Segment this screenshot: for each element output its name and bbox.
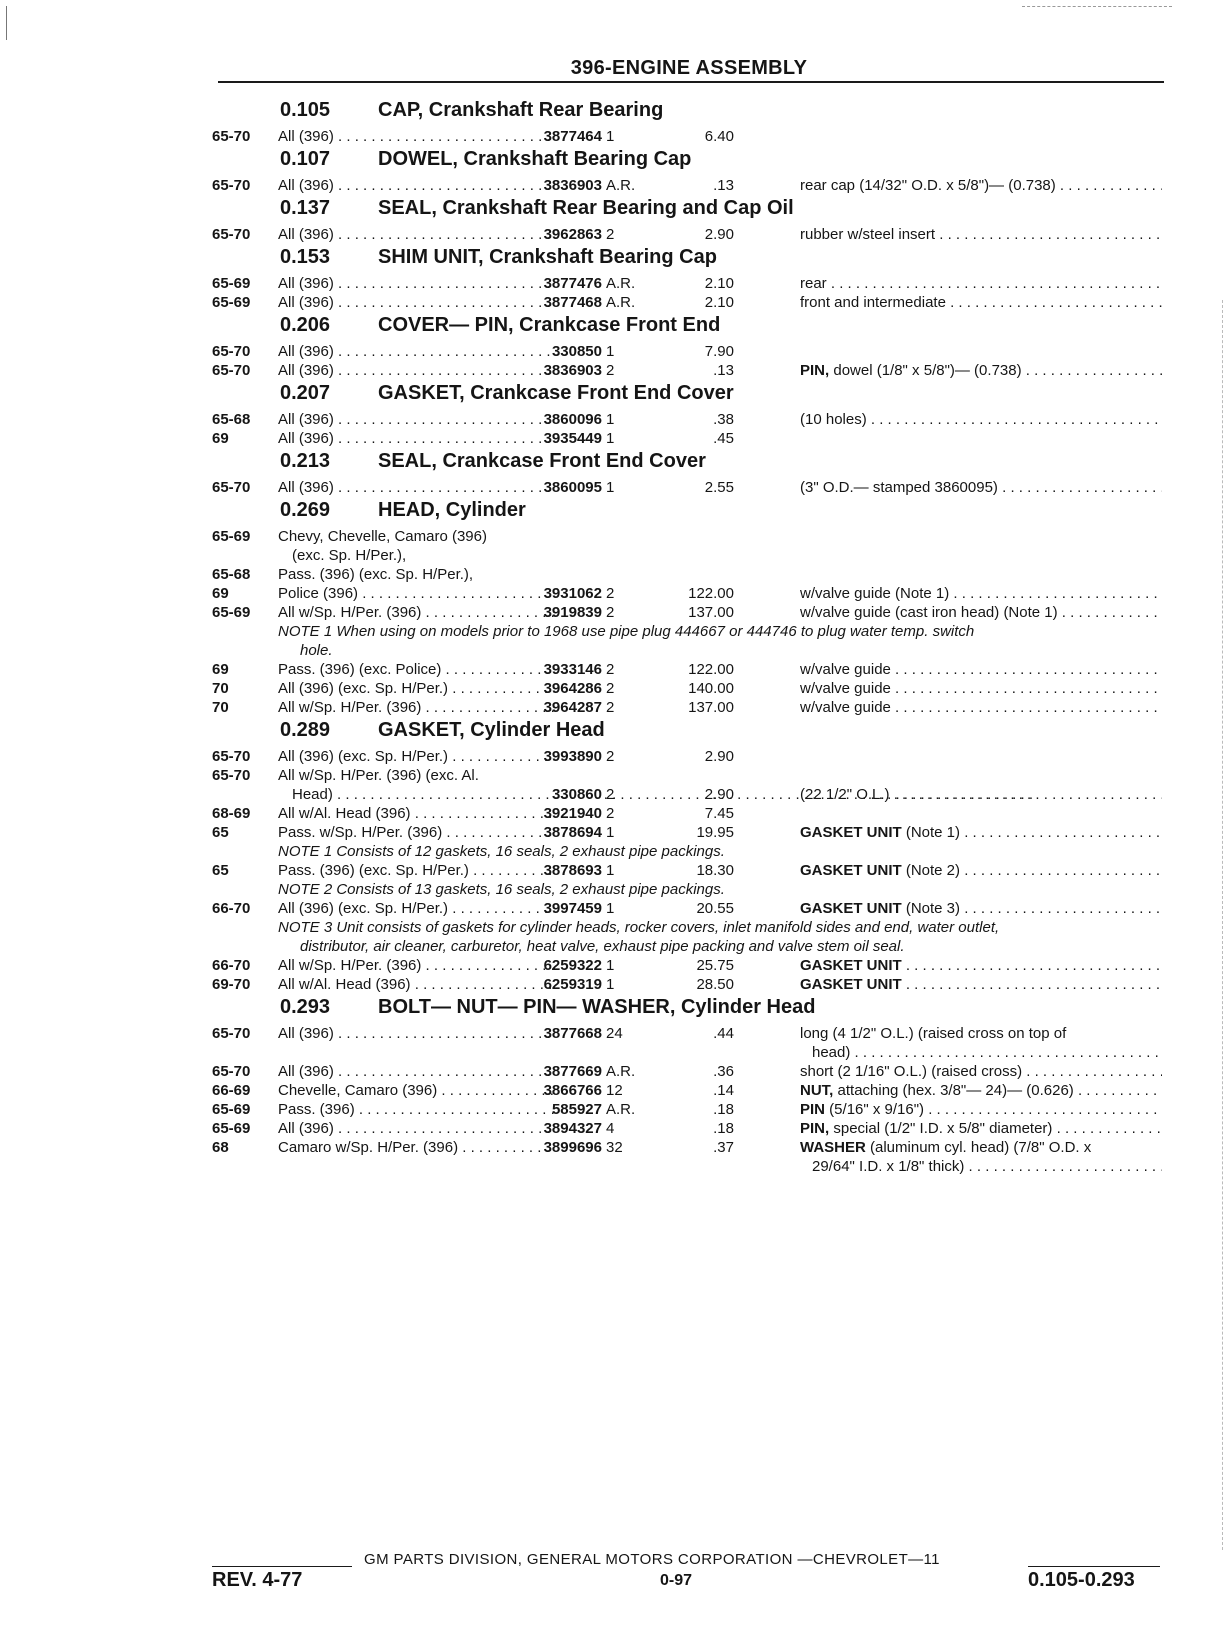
part-row (212, 429, 1162, 448)
part-number: 585927 (551, 1101, 602, 1118)
remark-text: (Note 3) (901, 900, 961, 917)
quantity: 2 (606, 680, 615, 697)
quantity: 24 (606, 1025, 623, 1042)
part-row (212, 899, 1162, 918)
remark-keyword: GASKET UNIT (800, 824, 902, 841)
section-name: SEAL, Crankshaft Rear Bearing and Cap Oil (378, 197, 794, 219)
remark-text: (10 holes) (800, 411, 867, 428)
quantity: 1 (606, 862, 615, 879)
model-years: 65-68 (212, 566, 251, 583)
model-years: 65-70 (212, 343, 251, 360)
section-code: 0.293 (280, 996, 331, 1018)
part-row-continuation (212, 546, 1162, 565)
model-years: 65-70 (212, 362, 251, 379)
remarks (800, 823, 1162, 842)
price: 140.00 (688, 680, 734, 697)
section-name: GASKET, Cylinder Head (378, 719, 605, 741)
part-row (212, 274, 1162, 293)
model-years: 69 (212, 661, 229, 678)
price: 2.10 (704, 294, 734, 311)
part-number: 6259319 (543, 976, 602, 993)
model-years: 65-69 (212, 604, 251, 621)
part-number: 3860096 (543, 411, 602, 428)
application: All w/Sp. H/Per. (396) . . . (278, 956, 554, 975)
price: 2.90 (704, 786, 734, 803)
remark-text: (aluminum cyl. head) (7/8" O.D. x (865, 1139, 1092, 1156)
part-number: 3964287 (543, 699, 602, 716)
application: All (396) (exc. Sp. H/Per.) . . . (278, 899, 554, 918)
note: NOTE 1 Consists of 12 gaskets, 16 seals, 2 exhaust pipe packings. (278, 843, 725, 860)
quantity: 4 (606, 1120, 615, 1137)
scan-edge-mark (6, 6, 7, 40)
section-heading (212, 195, 1162, 225)
application: Pass. (396) (exc. Sp. H/Per.) . . . (278, 861, 554, 880)
title-rule (218, 81, 1164, 83)
remarks (800, 975, 1162, 994)
remarks (800, 1081, 1162, 1100)
remarks (800, 679, 1162, 698)
remark-keyword: PIN (800, 1101, 826, 1118)
section-code: 0.137 (280, 197, 331, 219)
section-code: 0.206 (280, 314, 331, 336)
section-code: 0.207 (280, 382, 331, 404)
quantity: 2 (606, 786, 615, 803)
remarks (800, 899, 1162, 918)
section-heading (212, 244, 1162, 274)
quantity: 1 (606, 479, 615, 496)
application: Camaro w/Sp. H/Per. (396) . . . (278, 1138, 554, 1157)
price: .18 (713, 1120, 734, 1137)
price: 137.00 (688, 604, 734, 621)
remark-text: (22 1/2" O.L.) (800, 786, 890, 803)
part-row (212, 804, 1162, 823)
section-heading (212, 312, 1162, 342)
price: 7.90 (704, 343, 734, 360)
application: All (396) (exc. Sp. H/Per.) . . . (278, 679, 554, 698)
parts-catalog (212, 97, 1162, 1176)
part-row (212, 766, 1162, 785)
quantity: 1 (606, 411, 615, 428)
remark-keyword: GASKET UNIT (800, 900, 902, 917)
page-number: 0-97 (660, 1572, 693, 1589)
part-number: 3836903 (543, 177, 602, 194)
remarks (800, 1100, 1162, 1119)
application: All (396) . . . (278, 342, 554, 361)
application-continuation-text: Head) (292, 786, 333, 803)
part-number: 3962863 (543, 226, 602, 243)
section-code: 0.105 (280, 99, 331, 121)
model-years: 65-70 (212, 479, 251, 496)
part-row (212, 1138, 1162, 1157)
section-name: GASKET, Crankcase Front End Cover (378, 382, 734, 404)
remark-text: (Note 2) (901, 862, 961, 879)
note: NOTE 1 When using on models prior to 1968 use pipe plug 444667 or 444746 to plug water temp. switch (278, 623, 975, 640)
part-number: 3931062 (543, 585, 602, 602)
application: All (396) . . . (278, 176, 554, 195)
part-row (212, 660, 1162, 679)
part-row (212, 565, 1162, 584)
model-years: 68-69 (212, 805, 251, 822)
price: .14 (713, 1082, 734, 1099)
model-years: 65-70 (212, 177, 251, 194)
remarks (800, 176, 1162, 195)
part-number: 3878693 (543, 862, 602, 879)
quantity: 2 (606, 661, 615, 678)
note-continuation: hole. (300, 642, 333, 659)
section-heading (212, 994, 1162, 1024)
model-years: 65-69 (212, 1120, 251, 1137)
part-row (212, 478, 1162, 497)
price: 25.75 (696, 957, 734, 974)
quantity: 2 (606, 699, 615, 716)
section-heading (212, 497, 1162, 527)
application: All (396) . . . (278, 410, 554, 429)
remark-text: w/valve guide (800, 661, 891, 678)
section-heading (212, 146, 1162, 176)
price: 122.00 (688, 585, 734, 602)
remarks (800, 785, 1162, 804)
part-row (212, 1081, 1162, 1100)
model-years: 68 (212, 1139, 229, 1156)
application: All (396) . . . (278, 225, 554, 244)
remarks (800, 478, 1162, 497)
quantity: 1 (606, 343, 615, 360)
remarks: long (4 1/2" O.L.) (raised cross on top of (800, 1025, 1067, 1042)
section-code: 0.107 (280, 148, 331, 170)
part-number: 3919839 (543, 604, 602, 621)
remarks (800, 410, 1162, 429)
part-row (212, 410, 1162, 429)
quantity: 1 (606, 976, 615, 993)
model-years: 69-70 (212, 976, 251, 993)
remarks (800, 956, 1162, 975)
remarks (800, 225, 1162, 244)
part-number: 3877464 (543, 128, 602, 145)
quantity: 1 (606, 128, 615, 145)
model-years: 66-70 (212, 900, 251, 917)
part-row (212, 1062, 1162, 1081)
quantity: A.R. (606, 177, 636, 194)
application-continuation: (exc. Sp. H/Per.), (292, 547, 407, 564)
part-number: 3935449 (543, 430, 602, 447)
part-number: 3878694 (543, 824, 602, 841)
application: All w/Al. Head (396) . . . (278, 804, 554, 823)
quantity: A.R. (606, 275, 636, 292)
section-name: SHIM UNIT, Crankshaft Bearing Cap (378, 246, 717, 268)
part-row (212, 975, 1162, 994)
price: 7.45 (704, 805, 734, 822)
part-number: 3921940 (543, 805, 602, 822)
price: .36 (713, 1063, 734, 1080)
application: Pass. w/Sp. H/Per. (396) . . . (278, 823, 554, 842)
remark-text: dowel (1/8" x 5/8")— (0.738) (829, 362, 1022, 379)
price: 20.55 (696, 900, 734, 917)
model-years: 66-70 (212, 957, 251, 974)
section-name: COVER— PIN, Crankcase Front End (378, 314, 721, 336)
remarks (800, 1119, 1162, 1138)
price: 2.55 (704, 479, 734, 496)
part-row (212, 747, 1162, 766)
application: Pass. (396) (exc. Police) . . . (278, 660, 554, 679)
remarks-continuation (812, 1043, 1162, 1062)
remark-keyword: WASHER (800, 1139, 866, 1156)
part-row (212, 603, 1162, 622)
part-number: 3836903 (543, 362, 602, 379)
part-number: 3899696 (543, 1139, 602, 1156)
part-row (212, 342, 1162, 361)
scan-edge-dash (1022, 6, 1172, 7)
remark-keyword: PIN, (800, 362, 830, 379)
remark-text: w/valve guide (cast iron head) (Note 1) (800, 604, 1058, 621)
quantity: 1 (606, 430, 615, 447)
price: .37 (713, 1139, 734, 1156)
remark-text: special (1/2" I.D. x 5/8" diameter) (829, 1120, 1053, 1137)
part-number: 3964286 (543, 680, 602, 697)
note-continuation: distributor, air cleaner, carburetor, heat valve, exhaust pipe packing and valve stem oil seal. (300, 938, 905, 955)
part-row (212, 698, 1162, 717)
section-code: 0.269 (280, 499, 331, 521)
part-row (212, 127, 1162, 146)
price: 18.30 (696, 862, 734, 879)
section-range: 0.105-0.293 (1028, 1569, 1135, 1591)
part-row-continuation (212, 785, 1162, 804)
part-row (212, 361, 1162, 380)
remark-text: w/valve guide (800, 699, 891, 716)
quantity: 2 (606, 226, 615, 243)
footer-division: GM PARTS DIVISION, GENERAL MOTORS CORPORATION —CHEVROLET—11 (364, 1551, 940, 1568)
application: Chevelle, Camaro (396) . . . (278, 1081, 554, 1100)
section-name: CAP, Crankshaft Rear Bearing (378, 99, 664, 121)
price: 6.40 (704, 128, 734, 145)
part-number: 3877476 (543, 275, 602, 292)
note: NOTE 3 Unit consists of gaskets for cylinder heads, rocker covers, inlet manifold sides and end, water outlet, (278, 919, 1000, 936)
remark-text: 29/64" I.D. x 1/8" thick) (812, 1158, 965, 1175)
application: All w/Sp. H/Per. (396) . . . (278, 698, 554, 717)
price: 122.00 (688, 661, 734, 678)
quantity: 32 (606, 1139, 623, 1156)
section-heading (212, 717, 1162, 747)
part-row (212, 679, 1162, 698)
part-row (212, 293, 1162, 312)
part-row (212, 527, 1162, 546)
quantity: A.R. (606, 294, 636, 311)
quantity: 1 (606, 824, 615, 841)
part-row (212, 956, 1162, 975)
model-years: 65-69 (212, 528, 251, 545)
quantity: 2 (606, 805, 615, 822)
remark-text: (Note 1) (901, 824, 961, 841)
revision-label: REV. 4-77 (212, 1569, 303, 1591)
model-years: 65-70 (212, 1063, 251, 1080)
part-number: 3877669 (543, 1063, 602, 1080)
application: All (396) . . . (278, 429, 554, 448)
application: All (396) . . . (278, 1024, 554, 1043)
price: 28.50 (696, 976, 734, 993)
model-years: 65-69 (212, 275, 251, 292)
footer-rule-left (212, 1566, 352, 1567)
application: All (396) . . . (278, 1062, 554, 1081)
price: .18 (713, 1101, 734, 1118)
remark-text: head) (812, 1044, 851, 1061)
part-number: 3993890 (543, 748, 602, 765)
quantity: 2 (606, 604, 615, 621)
remark-keyword: GASKET UNIT (800, 862, 902, 879)
application: All (396) . . . (278, 127, 554, 146)
section-heading (212, 380, 1162, 410)
quantity: 2 (606, 748, 615, 765)
price: 19.95 (696, 824, 734, 841)
model-years: 70 (212, 680, 229, 697)
part-number: 3877468 (543, 294, 602, 311)
part-row (212, 1100, 1162, 1119)
model-years: 69 (212, 585, 229, 602)
model-years: 65-68 (212, 411, 251, 428)
model-years: 69 (212, 430, 229, 447)
note: NOTE 2 Consists of 13 gaskets, 16 seals, 2 exhaust pipe packings. (278, 881, 725, 898)
remarks (800, 293, 1162, 312)
remark-keyword: NUT, (800, 1082, 834, 1099)
page-title: 396-ENGINE ASSEMBLY (570, 57, 808, 79)
application: All (396) (exc. Sp. H/Per.) . . . (278, 747, 554, 766)
application: Pass. (396) . . . (278, 1100, 554, 1119)
application: Police (396) . . . (278, 584, 554, 603)
part-number: 6259322 (543, 957, 602, 974)
remarks (800, 698, 1162, 717)
application: All (396) . . . (278, 478, 554, 497)
section-code: 0.213 (280, 450, 331, 472)
section-name: HEAD, Cylinder (378, 499, 526, 521)
remark-keyword: PIN, (800, 1120, 830, 1137)
section-name: SEAL, Crankcase Front End Cover (378, 450, 706, 472)
price: 2.90 (704, 226, 734, 243)
remark-text: (5/16" x 9/16") (825, 1101, 925, 1118)
part-number: 3860095 (543, 479, 602, 496)
price: 137.00 (688, 699, 734, 716)
part-number: 3933146 (543, 661, 602, 678)
remarks-continuation (812, 1157, 1162, 1176)
price: .13 (713, 177, 734, 194)
price: .13 (713, 362, 734, 379)
model-years: 65-70 (212, 226, 251, 243)
part-row (212, 823, 1162, 842)
quantity: 1 (606, 900, 615, 917)
model-years: 65-69 (212, 294, 251, 311)
part-row (212, 176, 1162, 195)
part-row (212, 861, 1162, 880)
application: Chevy, Chevelle, Camaro (396) (278, 528, 487, 545)
application: All (396) . . . (278, 1119, 554, 1138)
remark-text: w/valve guide (800, 680, 891, 697)
remark-text: attaching (hex. 3/8"— 24)— (0.626) (833, 1082, 1074, 1099)
remark-text: w/valve guide (Note 1) (800, 585, 950, 602)
quantity: A.R. (606, 1101, 636, 1118)
section-name: DOWEL, Crankshaft Bearing Cap (378, 148, 692, 170)
part-row (212, 225, 1162, 244)
remark-text: front and intermediate (800, 294, 946, 311)
section-heading (212, 448, 1162, 478)
price: .45 (713, 430, 734, 447)
price: 2.90 (704, 748, 734, 765)
section-heading (212, 97, 1162, 127)
model-years: 65-69 (212, 1101, 251, 1118)
price: .38 (713, 411, 734, 428)
part-row (212, 1119, 1162, 1138)
part-number: 3894327 (543, 1120, 602, 1137)
part-number: 3877668 (543, 1025, 602, 1042)
footer-rule-right (1028, 1566, 1160, 1567)
remark-text: rear cap (14/32" O.D. x 5/8")— (0.738) (800, 177, 1056, 194)
part-number: 330850 (551, 343, 602, 360)
quantity: 1 (606, 957, 615, 974)
application: All w/Al. Head (396) . . . (278, 975, 554, 994)
remark-text: short (2 1/16" O.L.) (raised cross) (800, 1063, 1023, 1080)
part-row-continuation (212, 1043, 1162, 1062)
application: All w/Sp. H/Per. (396) . . . (278, 603, 554, 622)
remarks (800, 660, 1162, 679)
application: All w/Sp. H/Per. (396) (exc. Al. (278, 767, 479, 784)
model-years: 65-70 (212, 1025, 251, 1042)
part-number: 3866766 (543, 1082, 602, 1099)
application: All (396) . . . (278, 293, 554, 312)
quantity: A.R. (606, 1063, 636, 1080)
model-years: 66-69 (212, 1082, 251, 1099)
application: All (396) . . . (278, 361, 554, 380)
price: 2.10 (704, 275, 734, 292)
remark-keyword: GASKET UNIT (800, 957, 902, 974)
remark-text: rubber w/steel insert (800, 226, 936, 243)
quantity: 2 (606, 362, 615, 379)
part-number: 3997459 (543, 900, 602, 917)
application: Pass. (396) (exc. Sp. H/Per.), (278, 566, 474, 583)
part-row (212, 1024, 1162, 1043)
model-years: 65-70 (212, 767, 251, 784)
quantity: 12 (606, 1082, 623, 1099)
model-years: 65-70 (212, 748, 251, 765)
part-row (212, 584, 1162, 603)
remarks (800, 274, 1162, 293)
application: All (396) . . . (278, 274, 554, 293)
part-number: 330860 (551, 786, 602, 803)
section-code: 0.289 (280, 719, 331, 741)
remarks (800, 861, 1162, 880)
section-code: 0.153 (280, 246, 331, 268)
model-years: 65-70 (212, 128, 251, 145)
model-years: 70 (212, 699, 229, 716)
remark-text: rear (800, 275, 827, 292)
remarks (800, 1138, 1162, 1157)
price: .44 (713, 1025, 734, 1042)
remark-keyword: GASKET UNIT (800, 976, 902, 993)
model-years: 65 (212, 862, 229, 879)
model-years: 65 (212, 824, 229, 841)
remarks (800, 584, 1162, 603)
section-name: BOLT— NUT— PIN— WASHER, Cylinder Head (378, 996, 816, 1018)
remarks (800, 1062, 1162, 1081)
remarks (800, 361, 1162, 380)
part-row-continuation (212, 1157, 1162, 1176)
remarks (800, 603, 1162, 622)
quantity: 2 (606, 585, 615, 602)
scan-right-edge (1222, 300, 1224, 1550)
remark-text: (3" O.D.— stamped 3860095) (800, 479, 998, 496)
